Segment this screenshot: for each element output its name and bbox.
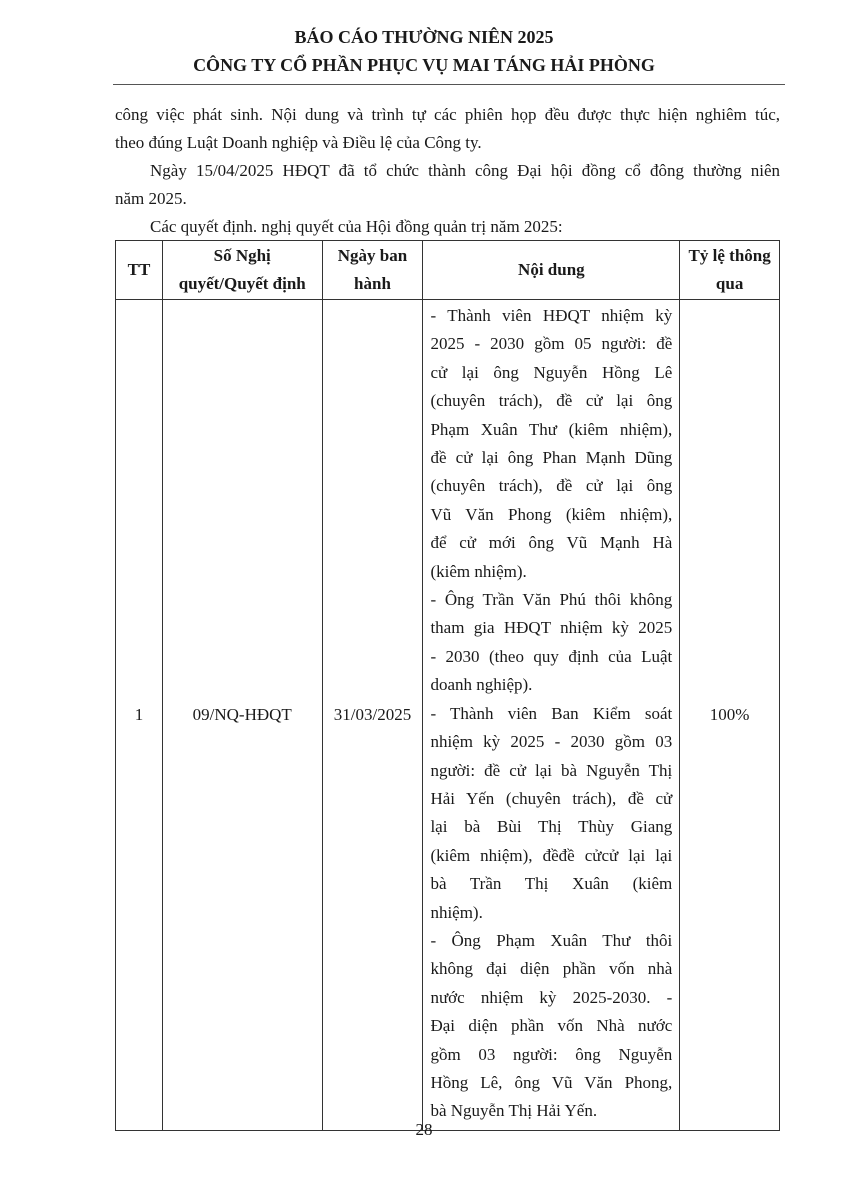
header-content: Nội dung — [423, 241, 680, 300]
content-line: đề cử lại ông Phan Mạnh Dũng — [430, 448, 673, 468]
cell-tt: 1 — [116, 300, 163, 1131]
content-line: - Ông Phạm Xuân Thư thôi — [430, 930, 673, 950]
company-name: CÔNG TY CỔ PHẦN PHỤC VỤ MAI TÁNG HẢI PHÒNG — [193, 55, 655, 75]
content-line: tham gia HĐQT nhiệm kỳ 2025 — [430, 618, 673, 638]
paragraph-line: Ngày 15/04/2025 HĐQT đã tổ chức thành công Đại hội đồng cổ đông thường niên — [150, 161, 780, 180]
resolutions-table — [115, 240, 780, 1131]
content-line: không đại diện phần vốn nhà — [430, 959, 673, 979]
content-line: nước nhiệm kỳ 2025-2030. - — [430, 987, 673, 1007]
content-line: - Thành viên HĐQT nhiệm kỳ — [430, 306, 673, 325]
paragraph-line: theo đúng Luật Doanh nghiệp và Điều lệ của Công ty. — [115, 133, 482, 152]
content-line: (chuyên trách), đề cử lại ông — [430, 391, 673, 411]
content-line: để cử mới ông Vũ Mạnh Hà — [430, 533, 673, 553]
header-number: Số Nghị quyết/Quyết định — [162, 241, 322, 300]
content-line: Đại diện phần vốn Nhà nước — [430, 1016, 673, 1036]
header-rate: Tỷ lệ thông qua — [680, 241, 780, 300]
content-line: nhiệm kỳ 2025 - 2030 gồm 03 — [430, 732, 673, 752]
content-line: (kiêm nhiệm). — [430, 561, 527, 581]
header-divider — [113, 84, 785, 85]
paragraph-line: năm 2025. — [115, 189, 187, 208]
cell-rate: 100% — [680, 300, 780, 1131]
content-line: nhiệm). — [430, 902, 483, 922]
content-line: Phạm Xuân Thư (kiêm nhiệm), — [430, 419, 673, 439]
content-line: Hải Yến (chuyên trách), đề cử — [430, 788, 673, 808]
cell-content — [423, 300, 680, 1131]
content-line: Vũ Văn Phong (kiêm nhiệm), — [430, 504, 673, 524]
paragraph-line: công việc phát sinh. Nội dung và trình tự các phiên họp đều được thực hiện nghiêm túc, — [115, 105, 780, 124]
report-title: BÁO CÁO THƯỜNG NIÊN 2025 — [294, 27, 554, 47]
content-line: Hồng Lê, ông Vũ Văn Phong, — [430, 1072, 673, 1092]
content-line: gồm 03 người: ông Nguyễn — [430, 1044, 673, 1064]
content-line: - 2030 (theo quy định của Luật — [430, 646, 673, 666]
header-date: Ngày ban hành — [322, 241, 423, 300]
content-line: bà Trần Thị Xuân (kiêm — [430, 874, 673, 894]
content-line: - Ông Trần Văn Phú thôi không — [430, 590, 673, 610]
content-line: bà Nguyễn Thị Hải Yến. — [430, 1101, 598, 1121]
page-number: 28 — [415, 1120, 433, 1139]
paragraph-line: Các quyết định. nghị quyết của Hội đồng quản trị năm 2025: — [150, 217, 563, 236]
content-line: (chuyên trách), đề cử lại ông — [430, 476, 673, 496]
content-line: người: đề cử lại bà Nguyễn Thị — [430, 760, 673, 780]
content-line: lại bà Bùi Thị Thùy Giang — [430, 817, 673, 837]
cell-number: 09/NQ-HĐQT — [162, 300, 322, 1131]
content-line: - Thành viên Ban Kiểm soát — [430, 703, 673, 723]
cell-date: 31/03/2025 — [322, 300, 423, 1131]
table-row — [116, 300, 780, 1131]
header-tt: TT — [116, 241, 163, 300]
content-line: doanh nghiệp). — [430, 675, 533, 695]
content-line: cử lại ông Nguyễn Hồng Lê — [430, 362, 673, 382]
content-line: 2025 - 2030 gồm 05 người: đề — [430, 334, 673, 354]
content-line: (kiêm nhiệm), đềđề cửcử lại lại — [430, 845, 673, 865]
table-header-row — [116, 241, 780, 300]
